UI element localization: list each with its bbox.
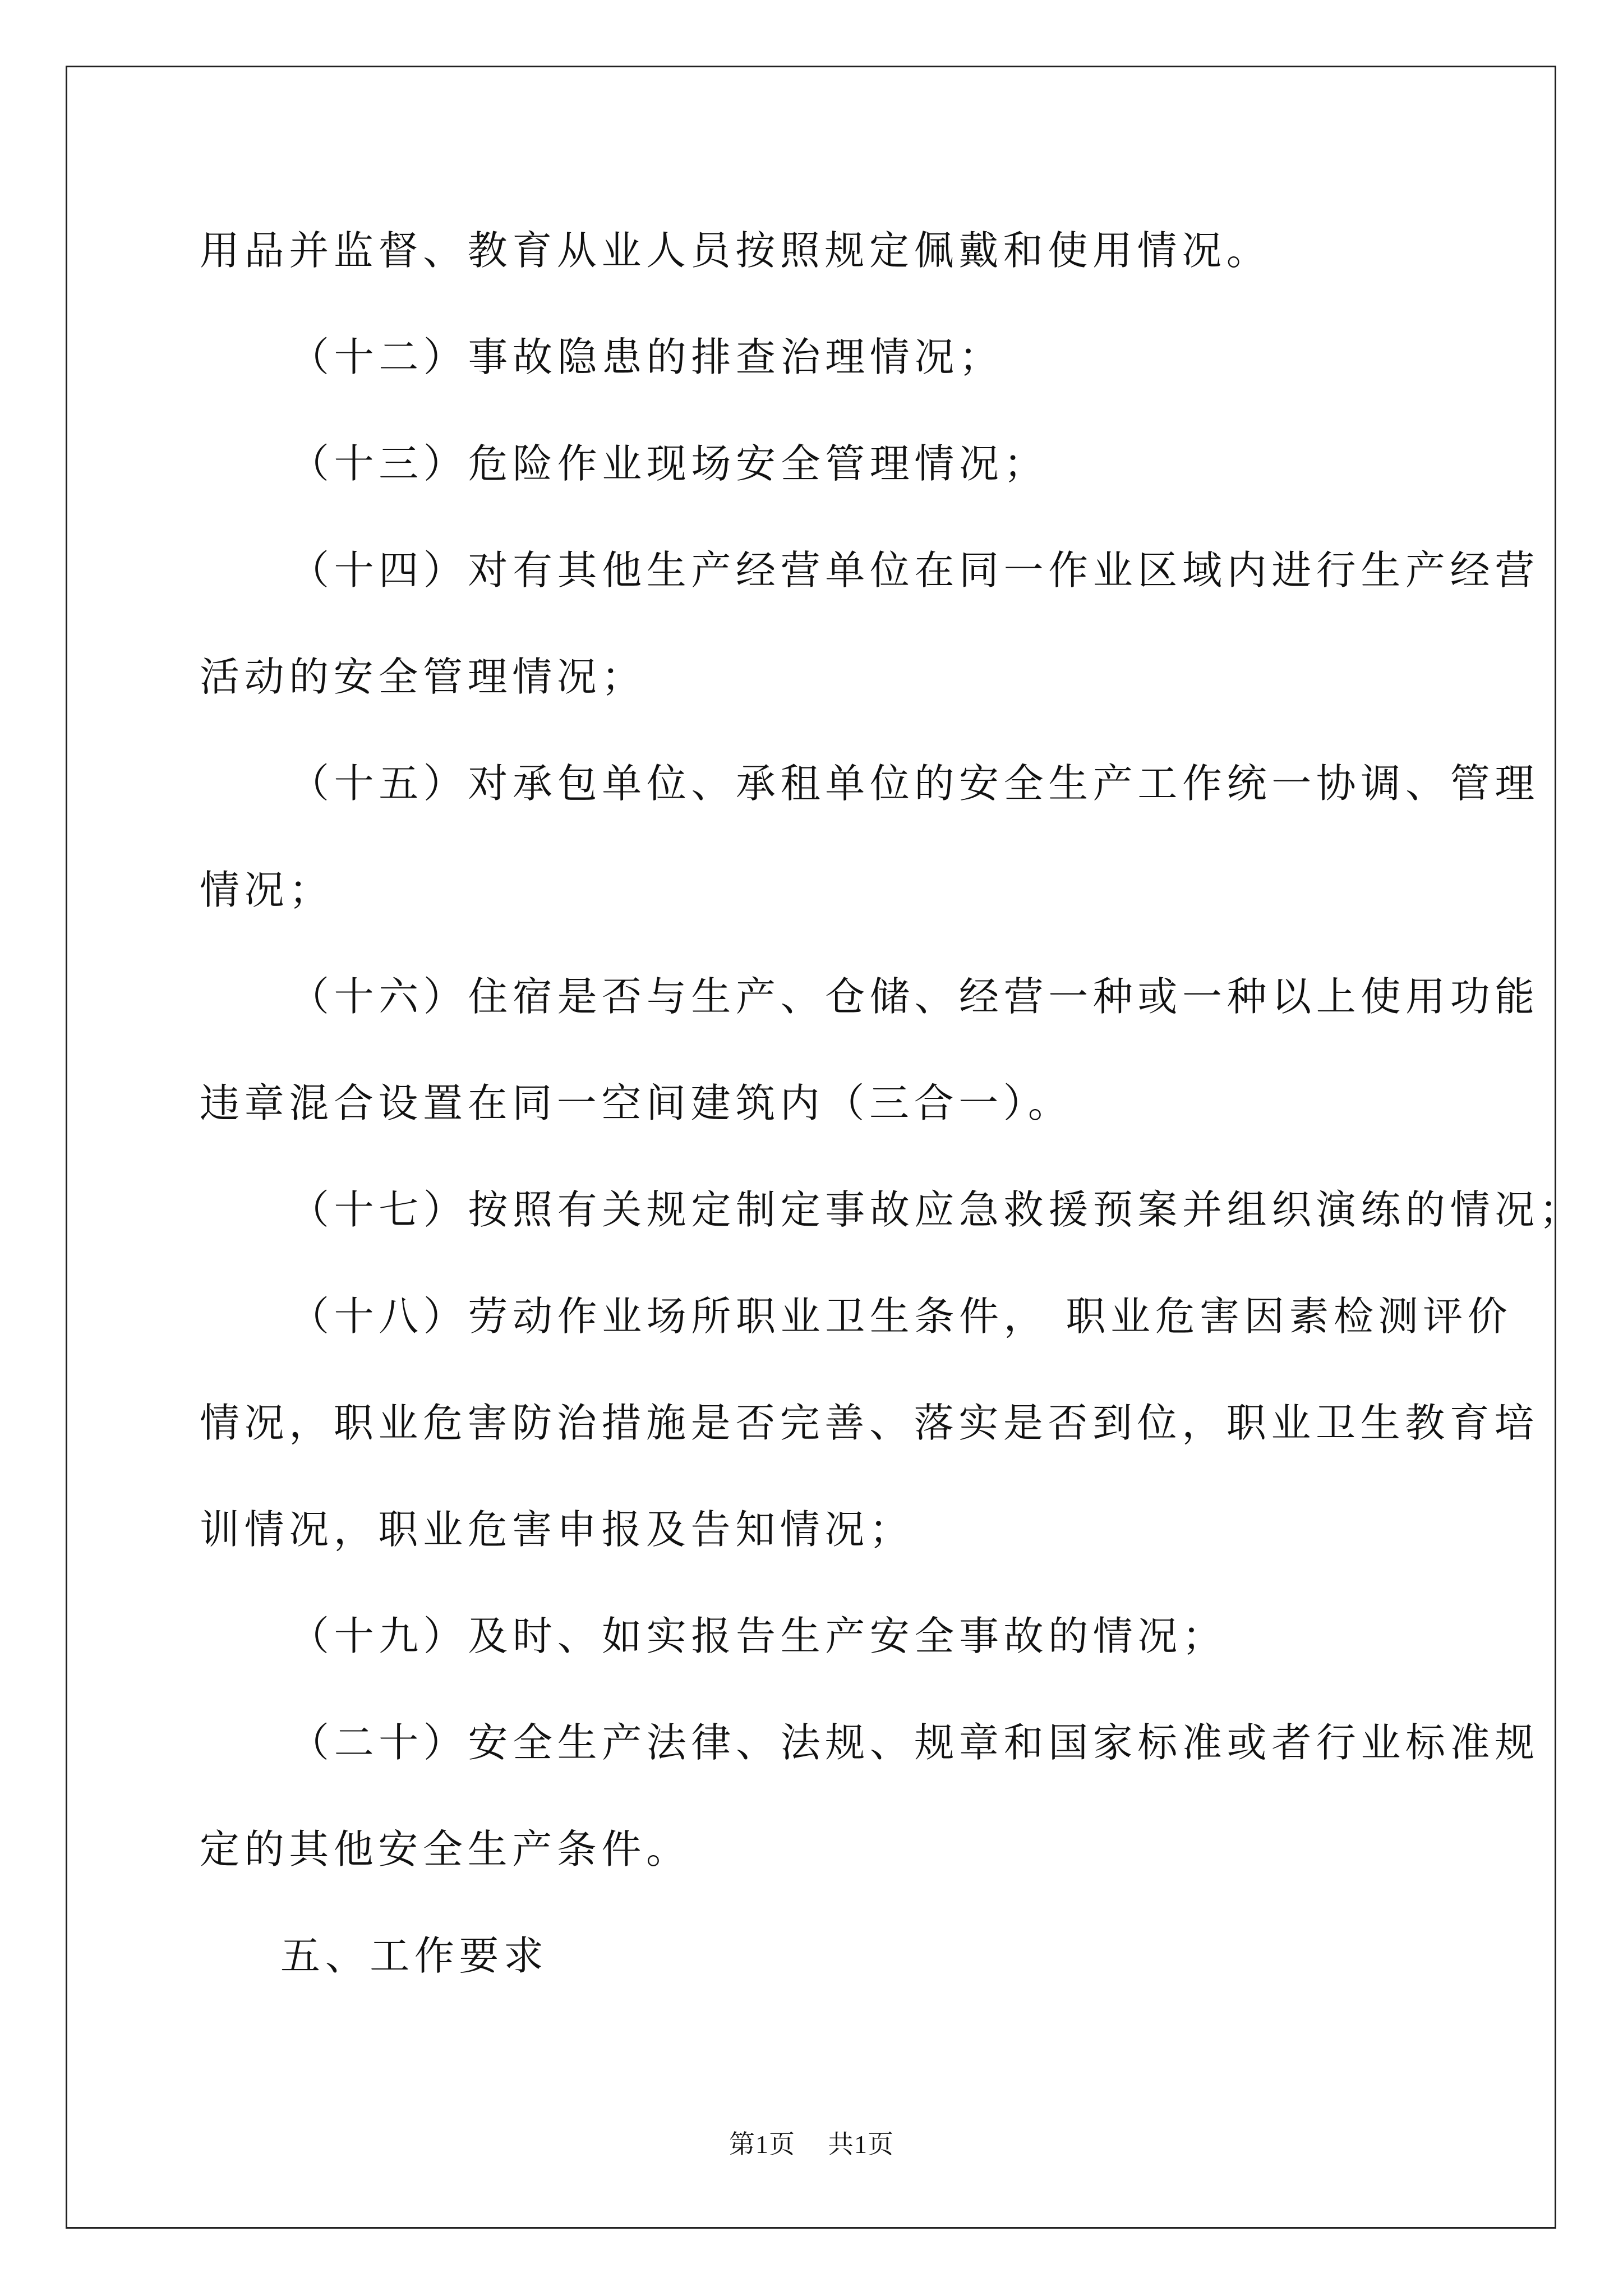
page-footer	[0, 2128, 1623, 2161]
paragraph-line: （十二）事故隐患的排查治理情况；	[289, 334, 1004, 380]
page-total: 共1页	[828, 2130, 894, 2159]
section-heading: 五、工作要求	[280, 1932, 548, 1979]
paragraph-line: （十四）对有其他生产经营单位在同一作业区域内进行生产经营	[289, 547, 1539, 593]
paragraph-line: 违章混合设置在同一空间建筑内（三合一）。	[200, 1080, 1073, 1126]
paragraph-line: （十七）按照有关规定制定事故应急救援预案并组织演练的情况；	[289, 1186, 1584, 1233]
paragraph-line: 活动的安全管理情况；	[200, 654, 647, 700]
paragraph-line: 训情况，职业危害申报及告知情况；	[200, 1506, 914, 1553]
paragraph-line: 定的其他安全生产条件。	[200, 1826, 691, 1872]
page-number: 第1页	[729, 2130, 795, 2159]
document-body	[200, 209, 1584, 2021]
paragraph-line: 用品并监督、教育从业人员按照规定佩戴和使用情况。	[200, 227, 1271, 274]
paragraph-line: （十五）对承包单位、承租单位的安全生产工作统一协调、管理	[289, 760, 1539, 807]
paragraph-line: （十八）劳动作业场所职业卫生条件， 职业危害因素检测评价	[289, 1293, 1513, 1340]
paragraph-line: （十三）危险作业现场安全管理情况；	[289, 440, 1049, 487]
paragraph-line: （二十）安全生产法律、法规、规章和国家标准或者行业标准规	[289, 1719, 1539, 1766]
paragraph-line: 情况；	[200, 867, 334, 913]
paragraph-line: （十六）住宿是否与生产、仓储、经营一种或一种以上使用功能	[289, 973, 1539, 1020]
paragraph-line: 情况，职业危害防治措施是否完善、落实是否到位，职业卫生教育培	[200, 1400, 1539, 1446]
paragraph-line: （十九）及时、如实报告生产安全事故的情况；	[289, 1613, 1227, 1659]
